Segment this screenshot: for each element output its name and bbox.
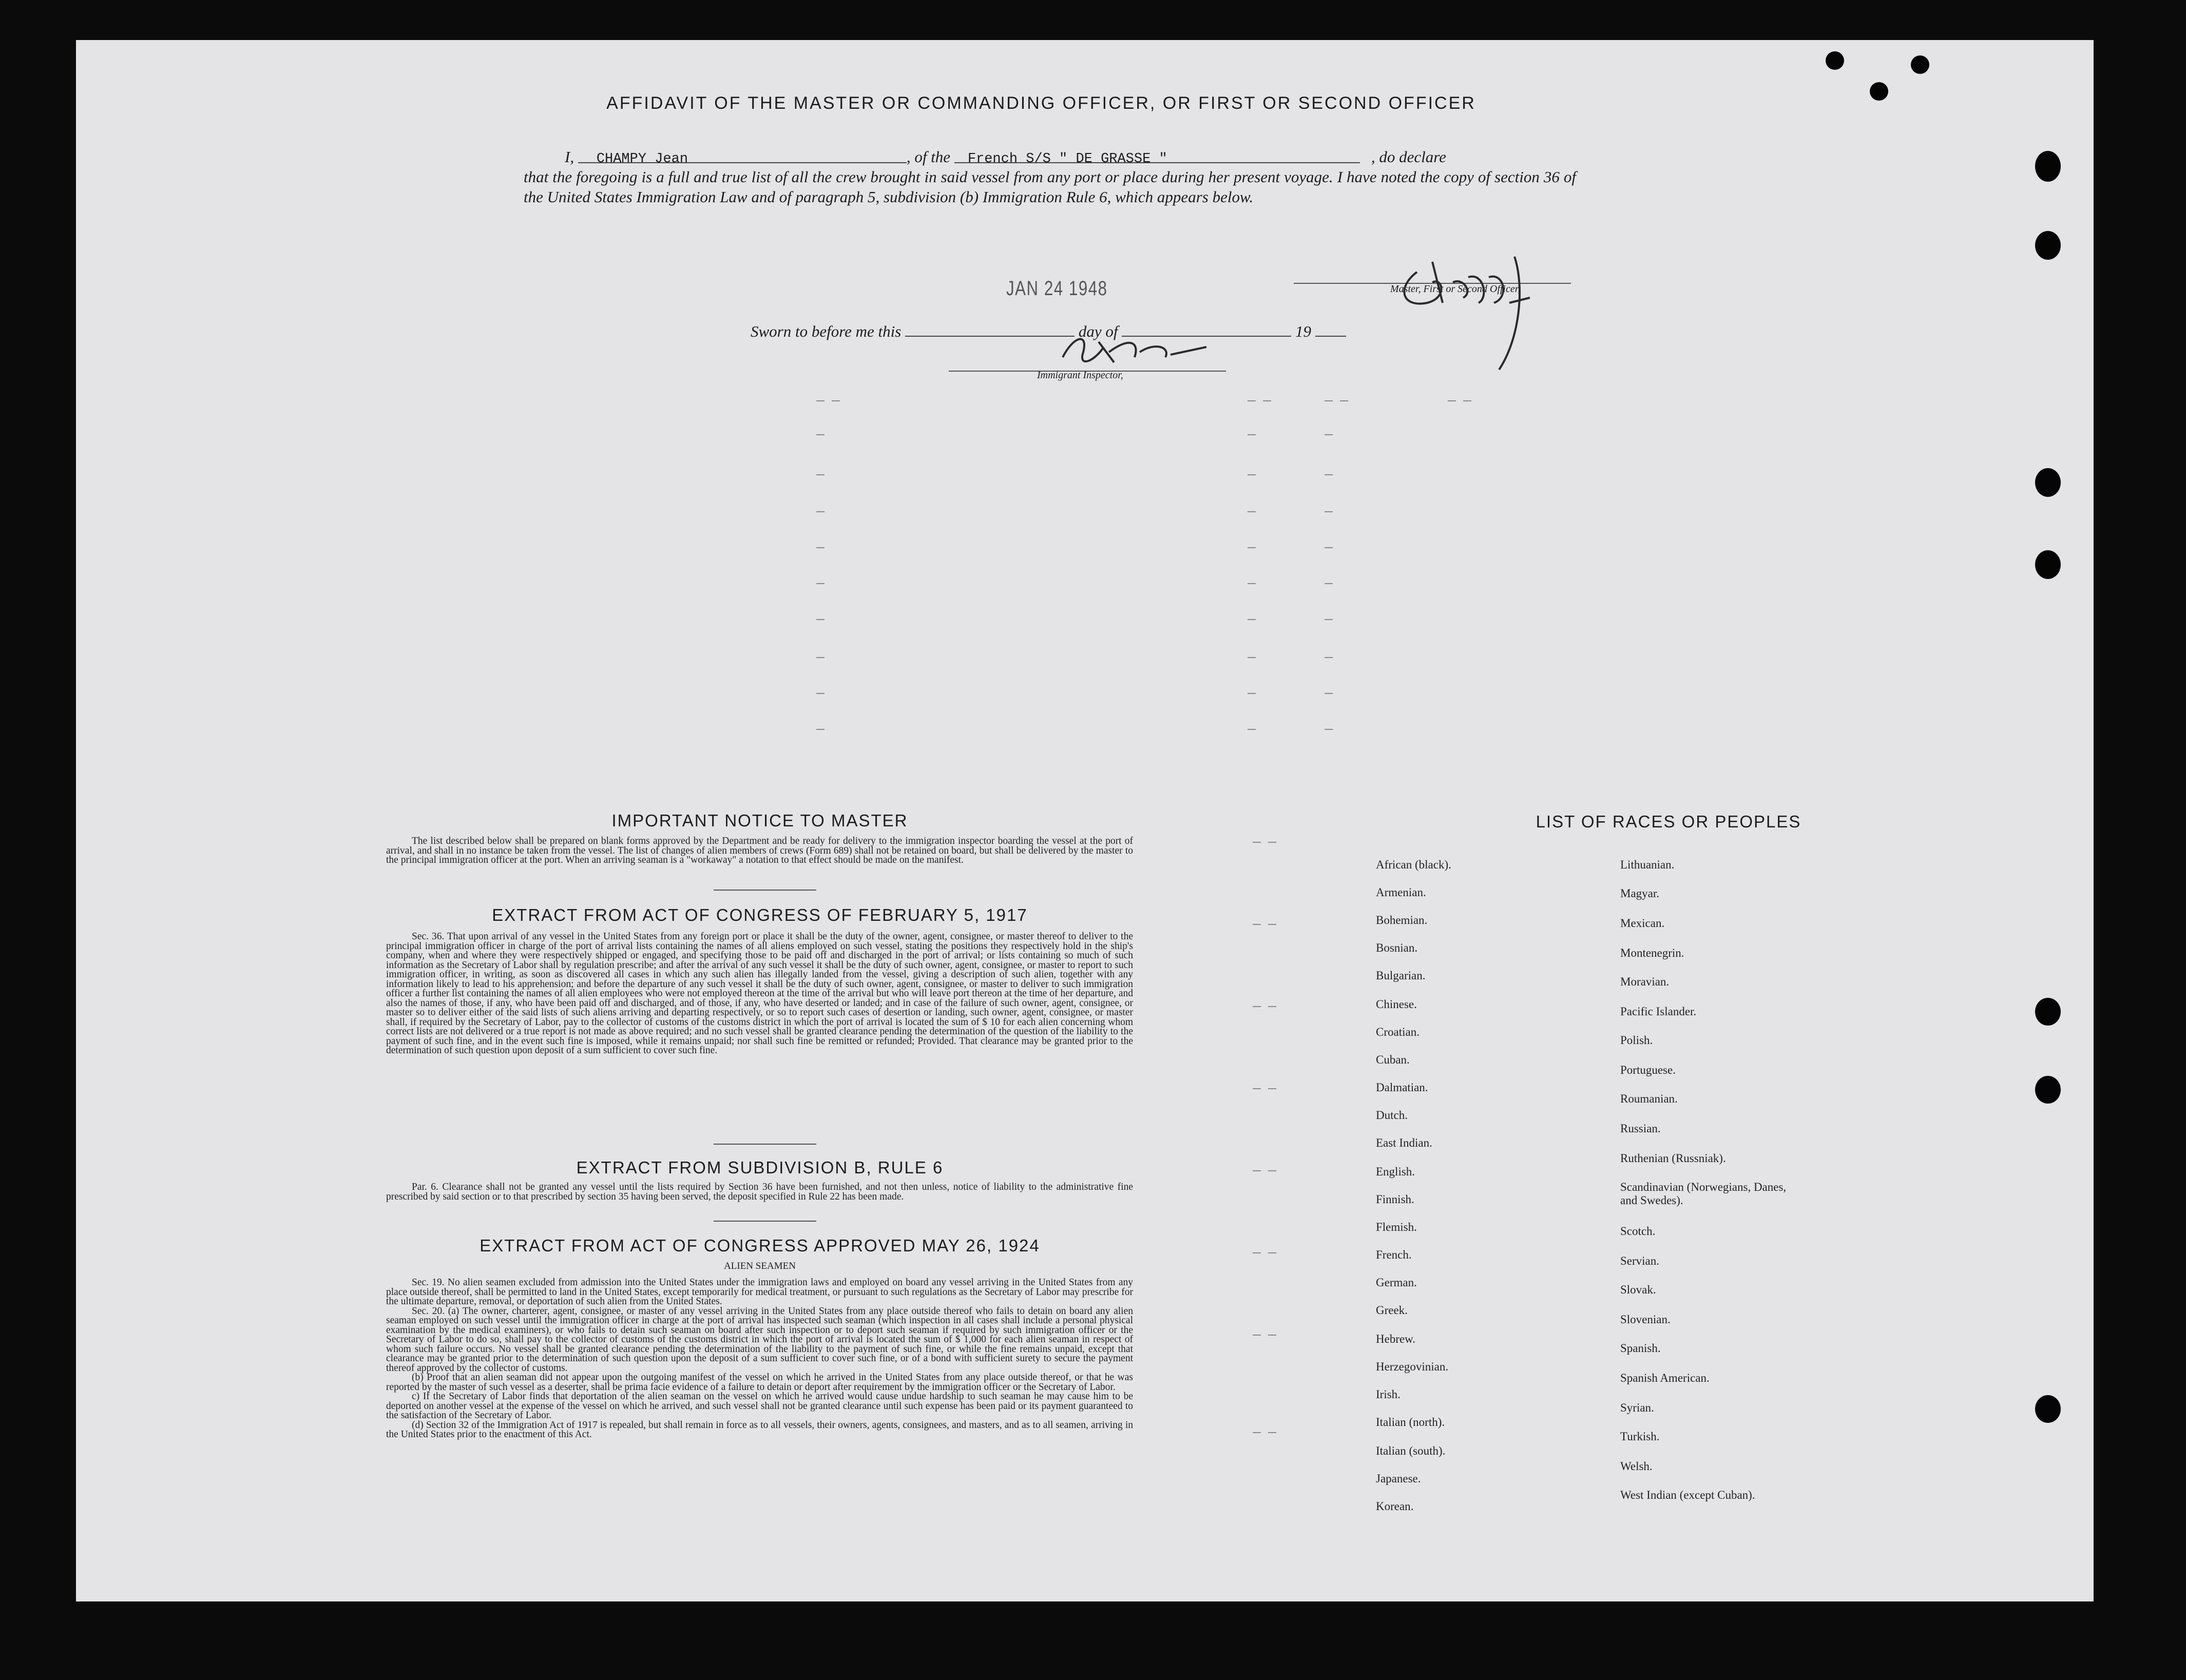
- race-item: Turkish.: [1620, 1430, 1660, 1443]
- extract-1924-title: EXTRACT FROM ACT OF CONGRESS APPROVED MAY 26, 1924: [480, 1236, 1040, 1255]
- punch-hole-mark: [2035, 1076, 2061, 1104]
- race-item: East Indian.: [1376, 1136, 1432, 1149]
- race-item: Roumanian.: [1620, 1092, 1678, 1105]
- extract-1924-paragraph: c) If the Secretary of Labor finds that deportation of the alien seaman on the vessel on which he arrived would cause undue hardship to such seaman he may cause him to be deported on another vessel at the expense of the vessel on which he arrived, and such vessel shall not be granted clearance until such expense has been paid or its payment guaranteed to the satisfaction of the Secretary of Labor.: [386, 1391, 1133, 1421]
- declaration-i: I,: [565, 148, 574, 166]
- race-item: African (black).: [1376, 858, 1451, 871]
- divider: [714, 890, 816, 891]
- punch-hole-mark: [2035, 550, 2061, 579]
- race-item: Dalmatian.: [1376, 1081, 1428, 1094]
- punch-hole-mark: [1826, 51, 1844, 70]
- declaration-body: that the foregoing is a full and true list of all the crew brought in said vessel from any port or place during her present voyage. I have noted the copy of section 36 of the United States Immigration Law and of paragraph 5, subdivision (b) Immigration Rule 6, which appears below.: [524, 168, 1576, 206]
- race-item: Lithuanian.: [1620, 858, 1675, 871]
- races-title: LIST OF RACES OR PEOPLES: [1536, 812, 1801, 831]
- extract-1924-paragraph: Sec. 19. No alien seamen excluded from admission into the United States under the immigration laws and employed on board any vessel arriving in the United States from any place outside thereof, shall be permitted to land in the United States, except temporarily for medical treatment, or pursuant to such regulations as the Secretary of Labor may prescribe for the ultimate departure, removal, or deportation of such alien from the United States.: [386, 1277, 1133, 1307]
- race-item: Bosnian.: [1376, 941, 1418, 954]
- master-signature: [1386, 226, 1550, 382]
- race-item: Italian (north).: [1376, 1416, 1445, 1428]
- extract-1924-paragraph: Sec. 20. (a) The owner, charterer, agent, consignee, or master of any vessel arriving in the United States from any place outside thereof who fails to detain on board any alien seaman employed on such vessel until the immigration officer in charge at the port of arrival has inspected such seaman (which inspection in all cases shall include a personal physical examination by the medical examiners), or who fails to detain such seaman on board after such inspection or to deport such seaman if required by such immigration officer or the Secretary of Labor to do so, shall pay to the collector of customs of the customs district in which the port of arrival is located the sum of $ 1,000 for each alien seaman in respect of whom such failure occurs. No vessel shall be granted clearance pending the determination of the liability to the payment of such fine, or while the fine remains unpaid, except that clearance may be granted prior to the determination of such question upon the deposit of a sum sufficient to cover such fine, or of a bond with sufficient surety to secure the payment thereof approved by the collector of customs.: [386, 1305, 1133, 1374]
- race-item: English.: [1376, 1165, 1415, 1178]
- inspector-signature: [1058, 326, 1222, 375]
- declaration-text: [524, 147, 1581, 207]
- race-item: Japanese.: [1376, 1472, 1421, 1485]
- race-item: Italian (south).: [1376, 1444, 1446, 1457]
- race-item: Dutch.: [1376, 1109, 1408, 1122]
- extract-rule6-paragraph: Par. 6. Clearance shall not be granted any vessel until the lists required by Section 36 have been furnished, and not then unless, notice of liability to the administrative fine prescribed by said section or to that prescribed by section 35 having been served, the deposit specified in Rule 22 has been made.: [386, 1182, 1133, 1202]
- race-item: Spanish.: [1620, 1342, 1661, 1355]
- race-item: Mexican.: [1620, 917, 1665, 930]
- race-item: Magyar.: [1620, 887, 1660, 900]
- race-item: Pacific Islander.: [1620, 1005, 1697, 1018]
- notice-text: [386, 837, 1133, 865]
- race-item: Cuban.: [1376, 1053, 1410, 1066]
- extract-1924-paragraph: (d) Section 32 of the Immigration Act of 1917 is repealed, but shall remain in force as to all vessels, their owners, agents, consignees, and masters, and as to all seamen, arriving in the United States prior to the enactment of this Act.: [386, 1419, 1133, 1440]
- divider: [714, 1221, 816, 1222]
- race-item: Scandinavian (Norwegians, Danes, and Swedes).: [1620, 1181, 1787, 1207]
- race-item: Croatian.: [1376, 1026, 1420, 1038]
- race-item: Scotch.: [1620, 1225, 1656, 1238]
- affidavit-title: AFFIDAVIT OF THE MASTER OR COMMANDING OFFICER, OR FIRST OR SECOND OFFICER: [606, 93, 1476, 113]
- race-item: Montenegrin.: [1620, 947, 1684, 959]
- day-of-text: day of: [1078, 322, 1118, 340]
- sworn-line: [751, 320, 1346, 341]
- date-stamp: JAN 24 1948: [1006, 277, 1108, 300]
- race-item: Polish.: [1620, 1034, 1653, 1047]
- race-item: Greek.: [1376, 1304, 1408, 1317]
- race-item: Servian.: [1620, 1254, 1660, 1267]
- master-caption: Master, First or Second Officer,: [1390, 283, 1521, 295]
- notice-title: IMPORTANT NOTICE TO MASTER: [611, 811, 908, 830]
- race-item: Armenian.: [1376, 886, 1426, 899]
- extract-1917-title: EXTRACT FROM ACT OF CONGRESS OF FEBRUARY 5, 1917: [492, 905, 1028, 924]
- of-the-text: , of the: [906, 148, 951, 166]
- inspector-caption: Immigrant Inspector,: [1037, 370, 1123, 381]
- extract-1924-text: [386, 1278, 1133, 1440]
- vessel-name-field: French S/S " DE GRASSE ": [967, 151, 1167, 167]
- punch-hole-mark: [2035, 998, 2061, 1026]
- divider: [714, 1144, 816, 1145]
- race-item: Russian.: [1620, 1122, 1661, 1135]
- race-item: Bulgarian.: [1376, 969, 1426, 982]
- race-item: Portuguese.: [1620, 1064, 1676, 1076]
- extract-rule6-text: [386, 1183, 1133, 1202]
- race-item: Hebrew.: [1376, 1333, 1416, 1345]
- sworn-prefix: Sworn to before me this: [751, 322, 902, 340]
- alien-seamen-subtitle: ALIEN SEAMEN: [724, 1261, 796, 1271]
- punch-hole-mark: [2035, 231, 2061, 260]
- notice-paragraph: The list described below shall be prepared on blank forms approved by the Department and be ready for delivery to the immigration inspector boarding the vessel at the port of arrival, and shall in no instance be taken from the vessel. The list of changes of alien members of crews (Form 689) shall not be retained on board, but shall be delivered by the master to the principal immigration officer at the port. When an arriving seaman is a "workaway" a notation to that effect should be made on the manifest.: [386, 836, 1133, 865]
- race-item: French.: [1376, 1248, 1412, 1261]
- race-item: Chinese.: [1376, 998, 1417, 1011]
- extract-1924-paragraph: (b) Proof that an alien seaman did not appear upon the outgoing manifest of the vessel on which he arrived in the United States from any place outside thereof, or that he was reported by the master of such vessel as a deserter, shall be prima facie evidence of a failure to detain or deport after requirement by the immigration officer or the Secretary of Labor.: [386, 1372, 1133, 1393]
- race-item: Moravian.: [1620, 975, 1670, 988]
- extract-rule6-title: EXTRACT FROM SUBDIVISION B, RULE 6: [576, 1158, 944, 1177]
- punch-hole-mark: [2035, 1395, 2061, 1423]
- punch-hole-mark: [2035, 151, 2061, 182]
- year-prefix: 19: [1295, 322, 1311, 340]
- race-item: German.: [1376, 1276, 1417, 1289]
- race-item: Ruthenian (Russniak).: [1620, 1152, 1726, 1165]
- race-item: Syrian.: [1620, 1401, 1654, 1414]
- race-item: Korean.: [1376, 1500, 1414, 1513]
- race-item: West Indian (except Cuban).: [1620, 1489, 1755, 1501]
- extract-1917-paragraph: Sec. 36. That upon arrival of any vessel in the United States from any foreign port or place it shall be the duty of the owner, agent, consignee, or master thereof to deliver to the principal immigration officer in charge of the port of arrival lists containing the names of all aliens employed on such vessel, stating the positions they respectively hold in the ship's company, when and where they were respectively shipped or engaged, and specifying those to be paid off and discharged in the port of arrival; or lists containing so much of such information as the Secretary of Labor shall by regulation prescribe; and after the arrival of any such vessel it shall be the duty of such owner, agent, consignee, or master to report to such immigration officer, in writing, as soon as discovered all cases in which any such alien has illegally landed from the vessel, giving a description of such alien, together with any information likely to lead to his apprehension; and before the departure of any such vessel it shall be the duty of such owner, agent, consignee, or master to deliver to such immigration officer a further list containing the names of all alien employees who were not employed thereon at the time of the arrival but who will leave port thereon at the time of her departure, and also the names of those, if any, who have been paid off and discharged, and of those, if any, who have deserted or landed; and in case of the failure of such owner, agent, consignee, or master so to deliver either of the said lists of such aliens arriving and departing respectively, or so to report such cases of desertion or landing, such owner, agent, consignee, or master shall, if required by the Secretary of Labor, pay to the collector of customs of the customs district in which the port of arrival is located the sum of $ 10 for each alien concerning whom correct lists are not delivered or a true report is not made as above required; and no such vessel shall be granted clearance pending the determination of the question of the liability to the payment of such fine, and in the event such fine is imposed, while it remains unpaid; nor shall such fine be remitted or refunded; Provided. That clearance may be granted prior to the determination of such question upon deposit of a sum sufficient to cover such fine.: [386, 931, 1133, 1056]
- race-item: Welsh.: [1620, 1460, 1653, 1473]
- race-item: Finnish.: [1376, 1193, 1414, 1206]
- race-item: Irish.: [1376, 1388, 1401, 1401]
- extract-1917-text: [386, 932, 1133, 1056]
- race-item: Herzegovinian.: [1376, 1360, 1449, 1373]
- race-item: Slovenian.: [1620, 1313, 1671, 1326]
- do-declare-text: , do declare: [1371, 148, 1446, 166]
- punch-hole-mark: [2035, 468, 2061, 497]
- punch-hole-mark: [1870, 82, 1888, 101]
- race-item: Spanish American.: [1620, 1372, 1710, 1384]
- race-item: Flemish.: [1376, 1221, 1417, 1233]
- race-item: Bohemian.: [1376, 914, 1428, 926]
- punch-hole-mark: [1911, 55, 1929, 74]
- race-item: Slovak.: [1620, 1283, 1656, 1296]
- master-name-field: CHAMPY Jean: [596, 151, 688, 167]
